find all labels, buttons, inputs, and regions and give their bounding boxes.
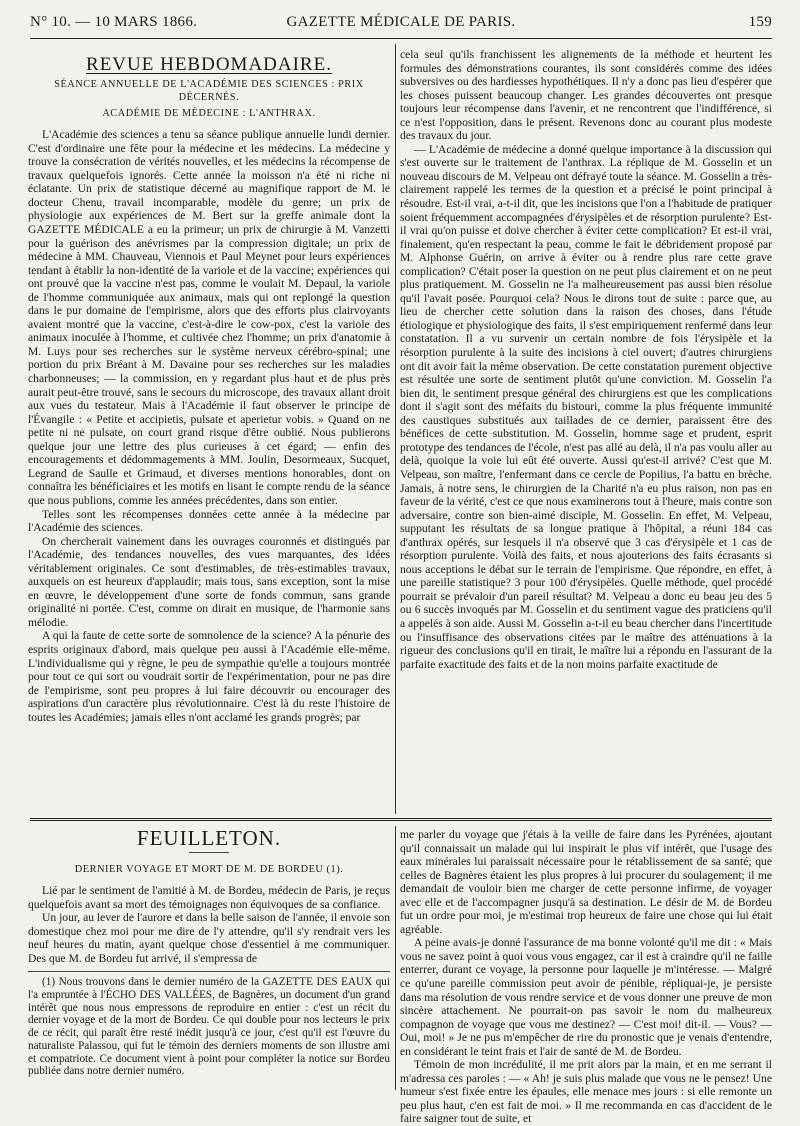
feuilleton-title: FEUILLETON. <box>136 826 282 850</box>
feuilleton-left-column <box>28 826 390 1088</box>
column-divider-lower <box>395 826 396 1090</box>
revue-subtitle-2: ACADÉMIE DE MÉDECINE : L'ANTHRAX. <box>102 107 316 119</box>
footnote-separator <box>28 971 390 972</box>
revue-paragraph: A qui la faute de cette sorte de somnolence de la science? A la pénurie des esprits originaux d'abord, mais quelque peu aussi à l'Académie elle-même. L'individualisme qui y règne, le peu de sympathie qu'elle a toujours montrée pour tout ce qui sort ou voudrait sortir de l'expérimentation, pour ne pas dire de l'empirisme, sont peu propres à lui faire découvrir ou encourager des aspirations d'un caractère plus révolutionnaire. C'est là du reste l'histoire de toutes les Académies; jamais elles n'ont acclamé les grands progrès; par <box>28 629 390 724</box>
journal-title: GAZETTE MÉDICALE DE PARIS. <box>286 14 516 30</box>
page-header <box>30 14 772 38</box>
feuilleton-paragraph: Témoin de mon incrédulité, il me prit alors par la main, et en me serrant il m'adressa ces paroles : — « Ah! je suis plus malade que vous ne le pensez! Une humeur s'est fixée entre les épaules, elle menace mes jours : si elle remonte un peu plus haut, c'en est fait de moi. » Il me recommanda en cas d'accident de le faire saigner tout de suite, et <box>400 1058 772 1126</box>
title-ornament-rule <box>189 852 229 853</box>
revue-paragraph: On chercherait vainement dans les ouvrages couronnés et distingués par l'Académie, des tendances nouvelles, des vues marquantes, des idées véritablement originales. Ce sont d'estimables, de très-estimables travaux, auxquels on est heureux d'applaudir; mais tous, sans exception, sont la mise en œuvre, le développement d'une sorte de fonds commun, sans grande originalité ni portée. C'est, comme on dirait en musique, de l'harmonie sans mélodie. <box>28 534 390 629</box>
feuilleton-paragraph: me parler du voyage que j'étais à la veille de faire dans les Pyrénées, ajoutant qu'il connaissait un malade qui lui inspirait le plus vif intérêt, que l'usage des eaux minérales lui paraissait nécessaire pour le rétablissement de sa santé; que celles de Bagnères étaient les plus propres à lui procurer du soulagement; il me demandait de vouloir bien me charger de cette personne infirme, de voyager avec elle et de l'accompagner jusqu'à sa destination. Le désir de M. de Bordeu fut un ordre pour moi, je m'estimai trop heureux de faire une chose qui lui était agréable. <box>400 828 772 936</box>
feuilleton-separator <box>30 818 772 821</box>
revue-paragraph: cela seul qu'ils franchissent les alignements de la méthode et heurtent les formules des démonstrations courantes, ils sont considérés comme des idées subversives ou des hardiesses hypothétiques. Il n'y a donc pas lieu d'espérer que les choses puissent beaucoup changer. Les grandes découvertes ont presque toujours leur récompense dans l'avenir, et ne rencontrent que l'indifférence, si ce n'est l'opposition, dans le présent. Revenons donc au courant plus modeste des travaux du jour. <box>400 48 772 143</box>
revue-title: REVUE HEBDOMADAIRE. <box>86 54 332 75</box>
revue-paragraph: Telles sont les récompenses données cette année à la médecine par l'Académie des sciences. <box>28 507 390 535</box>
revue-subtitle-1: SÉANCE ANNUELLE DE L'ACADÉMIE DES SCIENCES : PRIX DÉCERNÉS. <box>54 78 364 104</box>
issue-date: N° 10. — 10 MARS 1866. <box>30 14 198 30</box>
feuilleton-right-column <box>400 828 772 1126</box>
page-number: 159 <box>748 14 772 30</box>
revue-right-column <box>400 48 772 812</box>
feuilleton-paragraph: Lié par le sentiment de l'amitié à M. de Bordeu, médecin de Paris, je reçus quelquefois avant sa mort des témoignages non équivoques de sa confiance. <box>28 884 390 911</box>
feuilleton-paragraph: Un jour, au lever de l'aurore et dans la belle saison de l'année, il envoie son domestique chez moi pour me dire de l'y attendre, qu'il s'y rendrait vers les neuf heures du matin, ayant quelque chose d'essentiel à me communiquer. Des que M. de Bordeu fut arrivé, il s'empressa de <box>28 911 390 965</box>
header-rule <box>30 38 772 39</box>
footnote: (1) Nous trouvons dans le dernier numéro de la GAZETTE DES EAUX qui l'a empruntée à l'ÉCHO DES VALLÉES, de Bagnères, un document d'un grand intérêt que nous nous empressons de reproduire en entier : c'est un récit du dernier voyage et de la mort de Bordeu. Ce qui double pour nos lecteurs le prix de ce récit, qui paraît être resté inédit jusqu'à ce jour, c'est qu'il est l'œuvre du naturaliste Palassou, qui fut le témoin des derniers moments de son illustre ami et compatriote. Ce document vient à point pour compléter la notice sur Bordeu publiée dans notre dernier numéro. <box>28 976 390 1078</box>
revue-paragraph: L'Académie des sciences a tenu sa séance publique annuelle lundi dernier. C'est d'ordinaire une fête pour la médecine et les médecins. La médecine y trouve la consécration de vérités nouvelles, et les médecins la récompense de travaux quelquefois ignorés. Cette année la moisson n'a été ni riche ni éclatante. Un prix de statistique décerné au magnifique rapport de M. le docteur Chenu, travail incomparable, modèle du genre; un prix de physiologie aux expériences de M. Bert sur la greffe animale dont la GAZETTE MÉDICALE a eu la primeur; un prix de chirurgie à M. Vanzetti pour la guérison des anévrismes par la compression digitale; un prix de médecine à MM. Chauveau, Viennois et Paul Meynet pour leurs expériences tendant à établir la non-identité de la variole et de la vaccine; expériences qui ont prouvé que la vaccine n'est pas, comme le voulait M. Depaul, la variole de l'homme communiquée aux animaux, mais qui ont replongé la question dans le pur domaine de l'empirisme, alors que des efforts plus clairvoyants avaient montré que la vaccine, c'est-à-dire le cow-pox, c'est la variole des animaux inoculée à l'homme, et cultivée chez l'homme; un prix d'anatomie à M. Luys pour ses recherches sur le système nerveux cérébro-spinal; une portion du prix Bréant à M. Davaine pour ses recherches sur les maladies charbonneuses; — la commission, en y regardant plus haut et de plus près aurait peut-être trouvé, sans le secours du microscope, des travaux allant droit aux vues du testateur. Mais à l'Académie il faut observer le principe de l'Évangile : « Petite et accipietis, pulsate et aperietur vobis. » Quand on ne petite ni ne pulsate, on court grand risque d'être oublié. Nous publierons quelque jour une lettre des plus curieuses à cet égard; — enfin des encouragements et dédommagements à MM. Joulin, Desormeaux, Sucquet, Legrand de Saulle et Grimaud, et diverses mentions honorables, dont on connaîtra les bénéficiaires et les motifs en lisant le compte rendu de la séance que nous publions, comme les années précédentes, dans son entier. <box>28 128 390 507</box>
revue-left-column <box>28 54 390 810</box>
column-divider <box>395 44 396 814</box>
revue-paragraph: — L'Académie de médecine a donné quelque importance à la discussion qui s'est ouverte sur le traitement de l'anthrax. La réplique de M. Gosselin et un nouveau discours de M. Velpeau ont défrayé toute la séance. M. Gosselin a très-clairement rappelé les termes de la question et a précisé le point principal à résoudre. Est-il vrai, a-t-il dit, que les incisions que l'on a l'habitude de pratiquer soient fréquemment accompagnées d'érysipèles et de résorption purulente? Est-il vrai qu'on puisse et doive chercher à éviter cette complication? Et est-il vrai, finalement, qu'en respectant la peau, comme le fait le débridement proposé par M. Alphonse Guérin, on arrive à éviter ou à rendre plus rare cette grave complication? C'était poser la question on ne peut plus clairement et on ne peut plus pratiquement. M. Gosselin ne l'a malheureusement pas aussi bien résolue qu'il l'avait posée. Pourquoi cela? Nous le dirons tout de suite : parce que, au lieu de chercher cette solution dans la raison des choses, dans l'étude étiologique et physiologique des faits, il s'est empiriquement renfermé dans leur constatation. Il a vu survenir un certain nombre de fois l'érysipèle et la résorption purulente à la suite des incisions à ciel ouvert; d'autres chirurgiens ont dit avoir fait la même observation. De cette constatation purement objective est résultée une sorte de sentiment plutôt qu'une conviction. M. Gosselin l'a bien dit, le sentiment presque général des chirurgiens est que les complications dont il s'agit sont des méfaits du bistouri, comme la plus fréquente immunité des caustiques substitués aux taillades de ce dernier, paraissent être des bénéfices de cette substitution. M. Gosselin, homme sage et prudent, esprit prototype des tendances de l'école, n'est pas allé au delà, il n'a pas voulu aller au delà, quoique la voie lui eût été ouverte. Aussi qu'est-il arrivé? C'est que M. Velpeau, son maître, l'enfermant dans ce cercle de Popilius, l'a battu en brèche. Jamais, à notre sens, le chirurgien de la Charité n'a eu plus raison, non pas en faveur de la vérité, c'est ce que nous examinerons tout à l'heure, mais contre son adversaire, contre son bien-aimé disciple, M. Gosselin. En effet, M. Velpeau, supputant les résultats de sa longue pratique à l'hôpital, a réuni 184 cas d'anthrax opérés, sur lesquels il n'a observé que 3 cas d'érysipèle et 1 cas de résorption purulente. Voilà des faits, et nous ajouterions des faits écrasants si nous acceptions le débat sur le terrain de l'empirisme. Que répondre, en effet, à une pareille statistique? 3 pour 100 d'érysipèles. Quelle méthode, quel procédé pourrait se prévaloir d'un pareil résultat? M. Velpeau a donc eu beau jeu des 5 ou 6 succès invoqués par M. Gosselin et du sentiment vague des praticiens qu'il a appelés à son aide. Aussi M. Gosselin a-t-il eu beau chercher dans l'incertitude ou l'insuffisance des observations citées par le maître des atténuations à la rigueur des conclusions qu'il en tirait, le maître lui a répondu en l'assurant de la parfaite exactitude des faits et de la non moins parfaite exactitude de <box>400 142 773 671</box>
feuilleton-subtitle: DERNIER VOYAGE ET MORT DE M. DE BORDEU (1). <box>74 863 344 875</box>
feuilleton-paragraph: A peine avais-je donné l'assurance de ma bonne volonté qu'il me dit : « Mais vous ne savez point à quoi vous vous engagez, car il est à craindre qu'il ne faille enterrer, durant ce voyage, la personne pour laquelle je m'intéresse. — Malgré ce qu'une pareille commission peut avoir de pénible, répliquai-je, je persiste dans ma résolution de vous rendre service et de vous donner une preuve de mon sincère attachement. Ne pourrait-on pas savoir le nom du malheureux compagnon de voyage que vous me destinez? — C'est moi! dit-il. — Vous? — Oui, moi! » Je ne pus m'empêcher de rire du pronostic que je venais d'entendre, en considérant le teint frais et l'air de santé de M. de Bordeu. <box>400 936 772 1058</box>
